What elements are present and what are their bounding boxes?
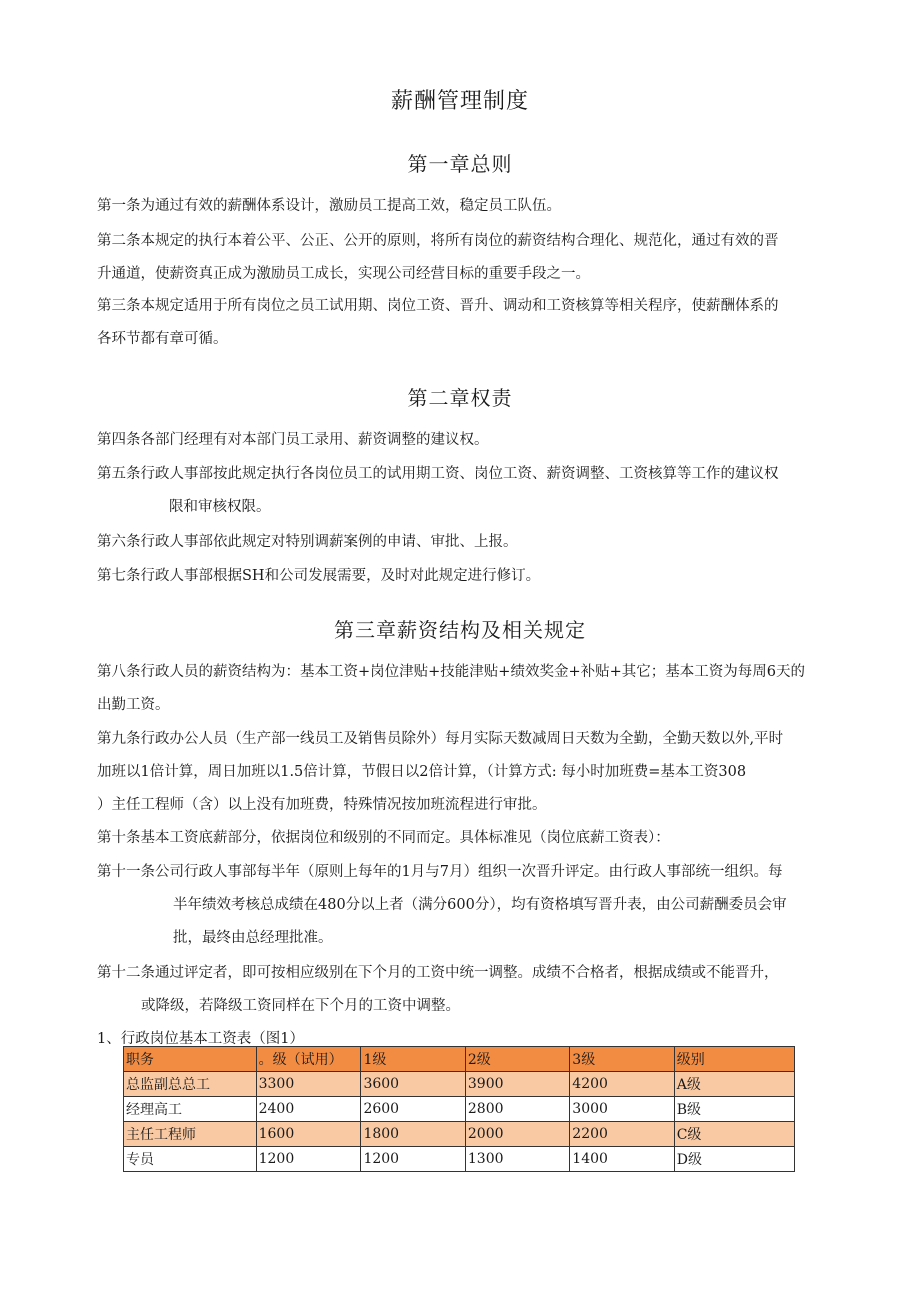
article-12-line-2: 或降级，若降级工资同样在下个月的工资中调整。 [141,998,460,1014]
table-cell: 1400 [570,1147,674,1172]
table-cell: 2800 [465,1097,569,1122]
table-cell: 1200 [256,1147,361,1172]
table-cell: 3300 [256,1072,361,1097]
table-cell: 1200 [361,1147,465,1172]
article-8-line-1: 第八条行政人员的薪资结构为：基本工资+岗位津贴+技能津贴+绩效奖金+补贴+其它；基本工资为每周6天的 [97,664,805,680]
header-cell: 2级 [465,1047,569,1072]
article-4 [97,424,827,457]
table-row [124,1072,795,1097]
chapter-2-heading: 第二章权责 [407,386,513,410]
header-cell: 3级 [570,1047,674,1072]
table-row [124,1147,795,1172]
article-3-line-1: 第三条本规定适用于所有岗位之员工试用期、岗位工资、晋升、调动和工资核算等相关程序，使薪酬体系的 [97,298,779,314]
article-6-text: 第六条行政人事部依此规定对特别调薪案例的申请、审批、上报。 [97,534,518,550]
article-8 [97,656,827,722]
article-11-line-2: 半年绩效考核总成绩在480分以上者（满分600分），均有资格填写晋升表，由公司薪酬委员会审 [173,897,787,913]
article-11 [97,856,827,955]
article-9-line-1: 第九条行政办公人员（生产部一线员工及销售员除外）每月实际天数减周日天数为全勤，全勤天数以外,平时 [97,731,784,747]
header-cell: 职务 [124,1047,257,1072]
table-row [124,1122,795,1147]
table-cell: 主任工程师 [124,1122,257,1147]
table-cell: 经理高工 [124,1097,257,1122]
article-8-line-2: 出勤工资。 [97,697,170,713]
table-cell: 2400 [256,1097,361,1122]
chapter-3-heading: 第三章薪资结构及相关规定 [334,618,586,642]
article-3-line-2: 各环节都有章可循。 [97,331,228,347]
table-cell: C级 [674,1122,794,1147]
article-6 [97,526,827,559]
table-cell: 3000 [570,1097,674,1122]
table-cell: 3900 [465,1072,569,1097]
table-cell: 1600 [256,1122,361,1147]
table-header-row [124,1047,795,1072]
article-1 [97,190,827,223]
table-cell: 2000 [465,1122,569,1147]
article-7 [97,560,827,593]
table-row [124,1097,795,1122]
article-9-line-2: 加班以1倍计算，周日加班以1.5倍计算，节假日以2倍计算，（计算方式: 每小时加班费=基本工资308 [97,764,747,780]
document-title: 薪酬管理制度 [390,89,529,114]
table-cell: 1300 [465,1147,569,1172]
header-cell: 1级 [361,1047,465,1072]
article-2-line-1: 第二条本规定的执行本着公平、公正、公开的原则，将所有岗位的薪资结构合理化、规范化，通过有效的晋 [97,233,779,249]
article-12 [97,957,827,1023]
article-5-line-1: 第五条行政人事部按此规定执行各岗位员工的试用期工资、岗位工资、薪资调整、工资核算等工作的建议权 [97,466,779,482]
article-9-line-3: ）主任工程师（含）以上没有加班费，特殊情况按加班流程进行审批。 [97,797,547,813]
article-3 [97,290,827,356]
article-4-text: 第四条各部门经理有对本部门员工录用、薪资调整的建议权。 [97,432,489,448]
salary-table [123,1046,795,1172]
article-10-text: 第十条基本工资底薪部分，依据岗位和级别的不同而定。具体标准见（岗位底薪工资表）： [97,830,670,846]
table-caption: 1、行政岗位基本工资表（图1） [97,1031,304,1047]
article-2 [97,225,827,291]
article-2-line-2: 升通道，使薪资真正成为激励员工成长，实现公司经营目标的重要手段之一。 [97,266,590,282]
table-cell: 4200 [570,1072,674,1097]
table-cell: D级 [674,1147,794,1172]
article-7-text: 第七条行政人事部根据SH和公司发展需要，及时对此规定进行修订。 [97,568,541,584]
article-5-line-2: 限和审核权限。 [169,499,271,515]
article-11-line-1: 第十一条公司行政人事部每半年（原则上每年的1月与7月）组织一次晋升评定。由行政人事部统一组织。每 [97,864,783,880]
article-1-text: 第一条为通过有效的薪酬体系设计，激励员工提高工效，稳定员工队伍。 [97,198,561,214]
table-cell: 2200 [570,1122,674,1147]
chapter-1-heading: 第一章总则 [407,152,513,176]
article-12-line-1: 第十二条通过评定者，即可按相应级别在下个月的工资中统一调整。成绩不合格者，根据成绩或不能晋升， [97,965,779,981]
table-cell: 专员 [124,1147,257,1172]
article-9 [97,723,827,822]
table-cell: 3600 [361,1072,465,1097]
table-cell: 1800 [361,1122,465,1147]
table-cell: B级 [674,1097,794,1122]
header-cell: 级别 [674,1047,794,1072]
table-cell: 2600 [361,1097,465,1122]
table-cell: A级 [674,1072,794,1097]
article-11-line-3: 批，最终由总经理批准。 [173,930,333,946]
table-cell: 总监副总总工 [124,1072,257,1097]
article-5 [97,458,827,524]
header-cell: 。级（试用） [256,1047,361,1072]
article-10 [97,822,827,855]
